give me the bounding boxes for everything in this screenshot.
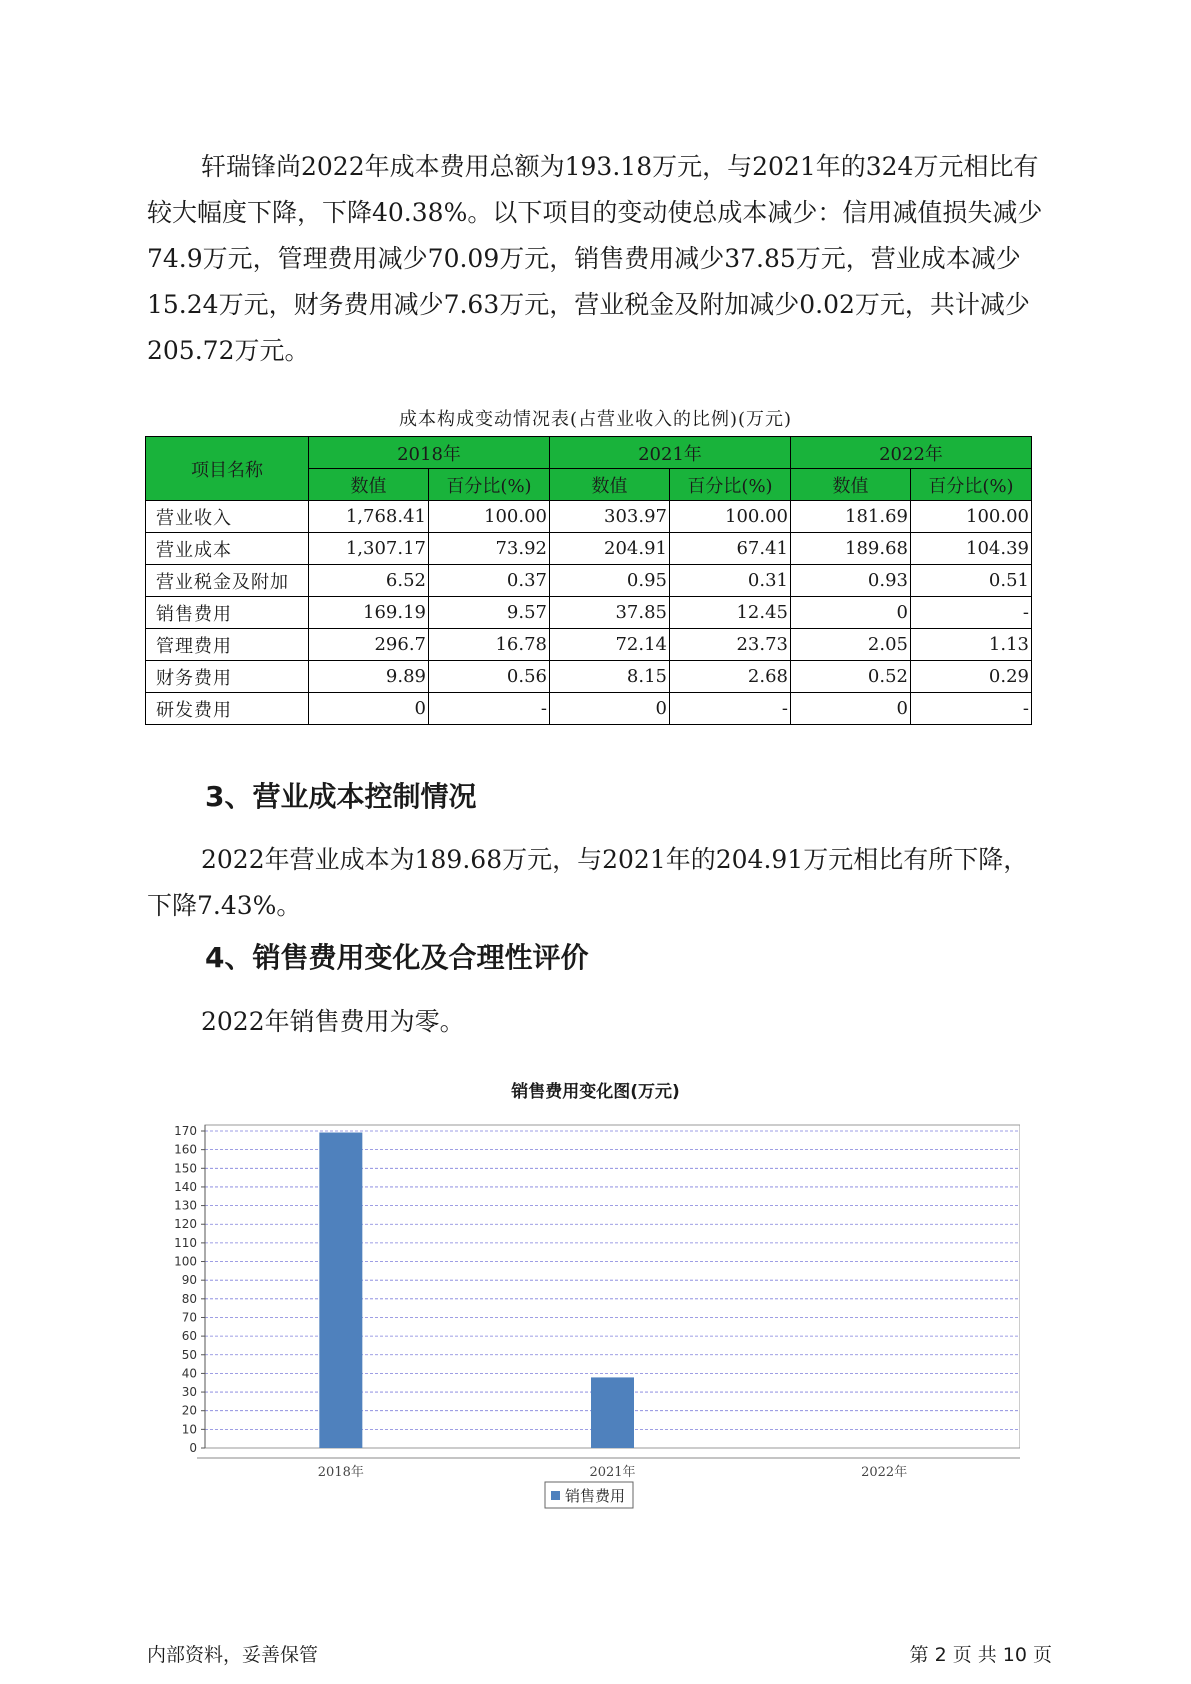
value-cell: 0 [791,693,911,725]
y-tick-label: 120 [174,1217,197,1232]
sales-expense-bar-chart [150,1105,1020,1525]
value-cell: 0.95 [550,565,670,597]
y-tick-label: 50 [181,1347,197,1362]
percent-cell: 0.29 [911,661,1032,693]
x-tick-label: 2022年 [861,1465,908,1480]
value-cell: 0 [791,597,911,629]
table-row [146,693,1032,725]
y-tick-label: 140 [174,1179,197,1194]
value-header: 数值 [550,469,670,501]
percent-cell: - [670,693,791,725]
value-cell: 181.69 [791,501,911,533]
table-row [146,629,1032,661]
x-tick-label: 2018年 [317,1465,364,1480]
y-tick-label: 20 [181,1403,197,1418]
percent-cell: 2.68 [670,661,791,693]
y-tick-label: 130 [174,1198,197,1213]
percent-cell: 16.78 [429,629,550,661]
percent-cell: 0.56 [429,661,550,693]
value-cell: 6.52 [309,565,429,597]
intro-paragraph: 轩瑞锋尚2022年成本费用总额为193.18万元，与2021年的324万元相比有较大幅度下降，下降40.38%。以下项目的变动使总成本减少：信用减值损失减少74.9万元，管理费用减少70.09万元，销售费用减少37.85万元，营业成本减少15.24万元，财务费用减少7.63万元，营业税金及附加减少0.02万元，共计减少205.72万元。 [147,152,1043,365]
value-cell: 0 [550,693,670,725]
percent-cell: 0.51 [911,565,1032,597]
cost-structure-table [145,436,1032,725]
sales-expense-paragraph: 2022年销售费用为零。 [201,1007,465,1036]
value-cell: 37.85 [550,597,670,629]
row-label: 研发费用 [146,693,309,725]
percent-header: 百分比(%) [429,469,550,501]
y-tick-label: 10 [181,1422,197,1437]
percent-header: 百分比(%) [670,469,791,501]
table-caption: 成本构成变动情况表(占营业收入的比例)(万元) [398,409,793,430]
percent-cell: - [429,693,550,725]
percent-cell: 100.00 [670,501,791,533]
value-cell: 2.05 [791,629,911,661]
row-label: 销售费用 [146,597,309,629]
y-tick-label: 170 [174,1124,197,1138]
page-number: 第 2 页 共 10 页 [909,1644,1052,1666]
row-label: 财务费用 [146,661,309,693]
row-label: 营业税金及附加 [146,565,309,597]
y-tick-label: 0 [189,1441,197,1455]
table-row [146,533,1032,565]
section-heading: 4、销售费用变化及合理性评价 [205,941,589,974]
section-heading: 3、营业成本控制情况 [205,780,477,813]
value-cell: 0.93 [791,565,911,597]
bar [319,1133,362,1448]
value-cell: 204.91 [550,533,670,565]
table-row [146,661,1032,693]
y-tick-label: 60 [181,1329,197,1344]
y-tick-label: 70 [181,1310,197,1325]
operating-cost-paragraph: 2022年营业成本为189.68万元，与2021年的204.91万元相比有所下降，下降7.43%。 [147,845,1029,920]
percent-cell: 67.41 [670,533,791,565]
year-header: 2022年 [791,437,1032,469]
percent-cell: 100.00 [429,501,550,533]
row-label: 营业成本 [146,533,309,565]
footer-note: 内部资料，妥善保管 [147,1644,319,1666]
value-cell: 296.7 [309,629,429,661]
value-cell: 1,768.41 [309,501,429,533]
value-cell: 0 [309,693,429,725]
percent-cell: 0.31 [670,565,791,597]
row-label: 营业收入 [146,501,309,533]
value-cell: 0.52 [791,661,911,693]
x-tick-label: 2021年 [589,1465,636,1480]
y-tick-label: 30 [181,1385,197,1400]
value-cell: 169.19 [309,597,429,629]
table-row [146,501,1032,533]
y-tick-label: 160 [174,1142,197,1157]
value-cell: 1,307.17 [309,533,429,565]
value-header: 数值 [791,469,911,501]
legend-label: 销售费用 [565,1487,626,1505]
year-header: 2021年 [550,437,791,469]
percent-cell: 0.37 [429,565,550,597]
bar [591,1377,634,1448]
percent-cell: 1.13 [911,629,1032,661]
percent-cell: 12.45 [670,597,791,629]
y-tick-label: 150 [174,1161,197,1176]
percent-cell: 73.92 [429,533,550,565]
y-tick-label: 100 [174,1254,197,1269]
y-tick-label: 40 [181,1366,197,1381]
year-header: 2018年 [309,437,550,469]
chart-title: 销售费用变化图(万元) [511,1082,680,1102]
y-tick-label: 80 [181,1291,197,1306]
row-label: 管理费用 [146,629,309,661]
percent-cell: 104.39 [911,533,1032,565]
legend-swatch [551,1491,560,1500]
percent-cell: 9.57 [429,597,550,629]
table-row [146,597,1032,629]
value-cell: 8.15 [550,661,670,693]
value-cell: 9.89 [309,661,429,693]
y-tick-label: 110 [174,1235,197,1250]
percent-cell: 100.00 [911,501,1032,533]
value-cell: 189.68 [791,533,911,565]
value-header: 数值 [309,469,429,501]
percent-header: 百分比(%) [911,469,1032,501]
value-cell: 303.97 [550,501,670,533]
item-name-header: 项目名称 [146,437,309,501]
table-body [146,501,1032,725]
percent-cell: - [911,597,1032,629]
value-cell: 72.14 [550,629,670,661]
percent-cell: 23.73 [670,629,791,661]
percent-cell: - [911,693,1032,725]
y-tick-label: 90 [181,1273,197,1288]
table-row [146,565,1032,597]
